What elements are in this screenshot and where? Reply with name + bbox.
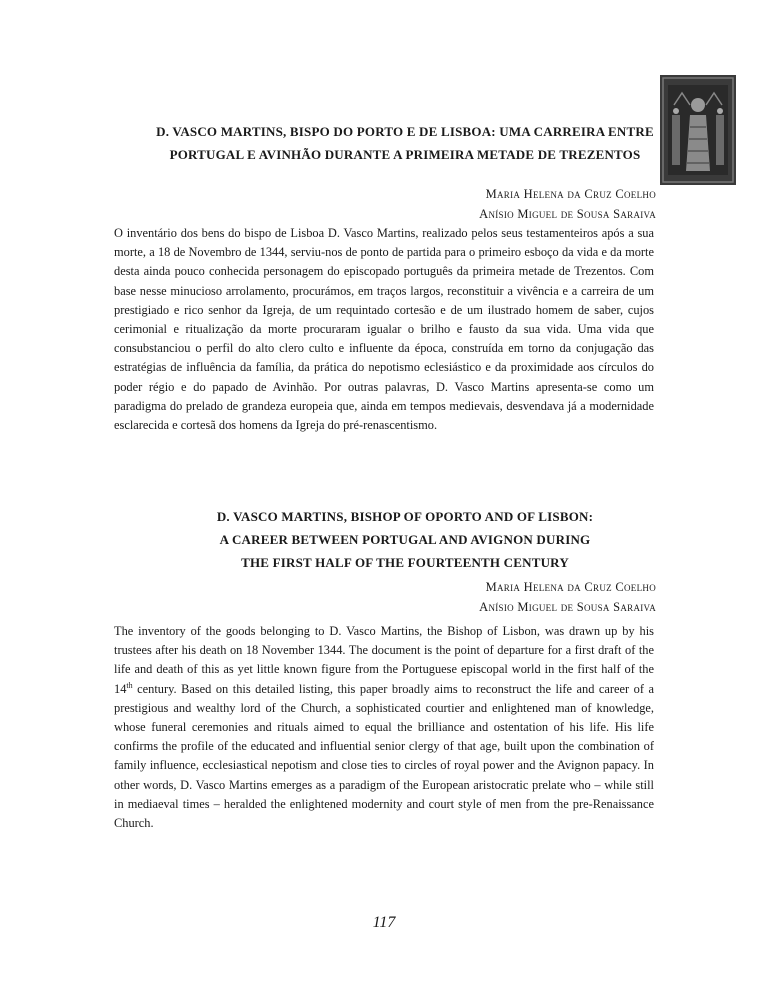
portuguese-authors [479,184,656,224]
portuguese-title [100,120,710,166]
english-authors [479,577,656,617]
english-title-line: A CAREER BETWEEN PORTUGAL AND AVIGNON DURING [219,532,591,547]
ordinal-suffix: th [126,680,133,690]
english-title-line: D. VASCO MARTINS, BISHOP OF OPORTO AND OF LISBON: [216,509,594,524]
abstract-text: century. Based on this detailed listing, this paper broadly aims to reconstruct the life and career of a prestigious and wealthy lord of the Church, a sophisticated courtier and enlightened man of knowledge, whose funeral ceremonies and rituals aimed to equal the brilliance and ostentation of his life. His life confirms the profile of the educated and influential senior clergy of that age, built upon the combination of family influence, ecclesiastical nepotism and close ties to circles of royal power and the Avignon papacy. In other words, D. Vasco Martins emerges as a paradigm of the European aristocratic prelate who – while still in mediaeval times – heralded the enlightened modernity and court style of men from the pre-Renaissance Church. [114,681,654,831]
author-name: Maria Helena da Cruz Coelho [485,187,656,201]
english-title-line: THE FIRST HALF OF THE FOURTEENTH CENTURY [241,555,569,570]
author-name: Anísio Miguel de Sousa Saraiva [479,207,656,221]
portuguese-title-line: PORTUGAL E AVINHÃO DURANTE A PRIMEIRA METADE DE TREZENTOS [169,147,641,162]
english-abstract [114,622,654,833]
author-name: Anísio Miguel de Sousa Saraiva [479,600,656,614]
portuguese-title-line: D. VASCO MARTINS, BISPO DO PORTO E DE LISBOA: UMA CARREIRA ENTRE [156,124,654,139]
english-title [160,505,650,574]
abstract-text: The inventory of the goods belonging to D. Vasco Martins, the Bishop of Lisbon, was drawn up by his trustees after his death on 18 November 1344. The document is the point of departure for a first draft of the life and death of this as yet little known figure from the Portuguese episcopal world in the first half of the 14 [114,624,654,696]
author-name: Maria Helena da Cruz Coelho [485,580,656,594]
portuguese-abstract: O inventário dos bens do bispo de Lisboa D. Vasco Martins, realizado pelos seus testamenteiros após a sua morte, a 18 de Novembro de 1344, serviu-nos de ponto de partida para o primeiro esboço da vida e da morte desta ainda pouco conhecida personagem do episcopado português da primeira metade de Trezentos. Com base nesse minucioso arrolamento, procurámos, em traços largos, reconstituir a vivência e a carreira de um prestigiado e rico senhor da Igreja, de um requintado cortesão e de um ilustrado homem de saber, cujos cerimonial e ritualização da morte procuraram igualar o brilho e fausto da sua vida. Uma vida que consubstanciou o perfil do alto clero culto e influente da época, construída em torno da conjugação das estratégias de influência da família, da prática do nepotismo eclesiástico e da proximidade aos círculos do poder régio e do papado de Avinhão. Por outras palavras, D. Vasco Martins apresenta-se como um paradigma do prelado de grandeza europeia que, ainda em tempos medievais, desvendava já a modernidade esclarecida e cortesã dos homens da Igreja do pré-renascentismo. [114,226,654,433]
page-number: 117 [372,914,396,931]
